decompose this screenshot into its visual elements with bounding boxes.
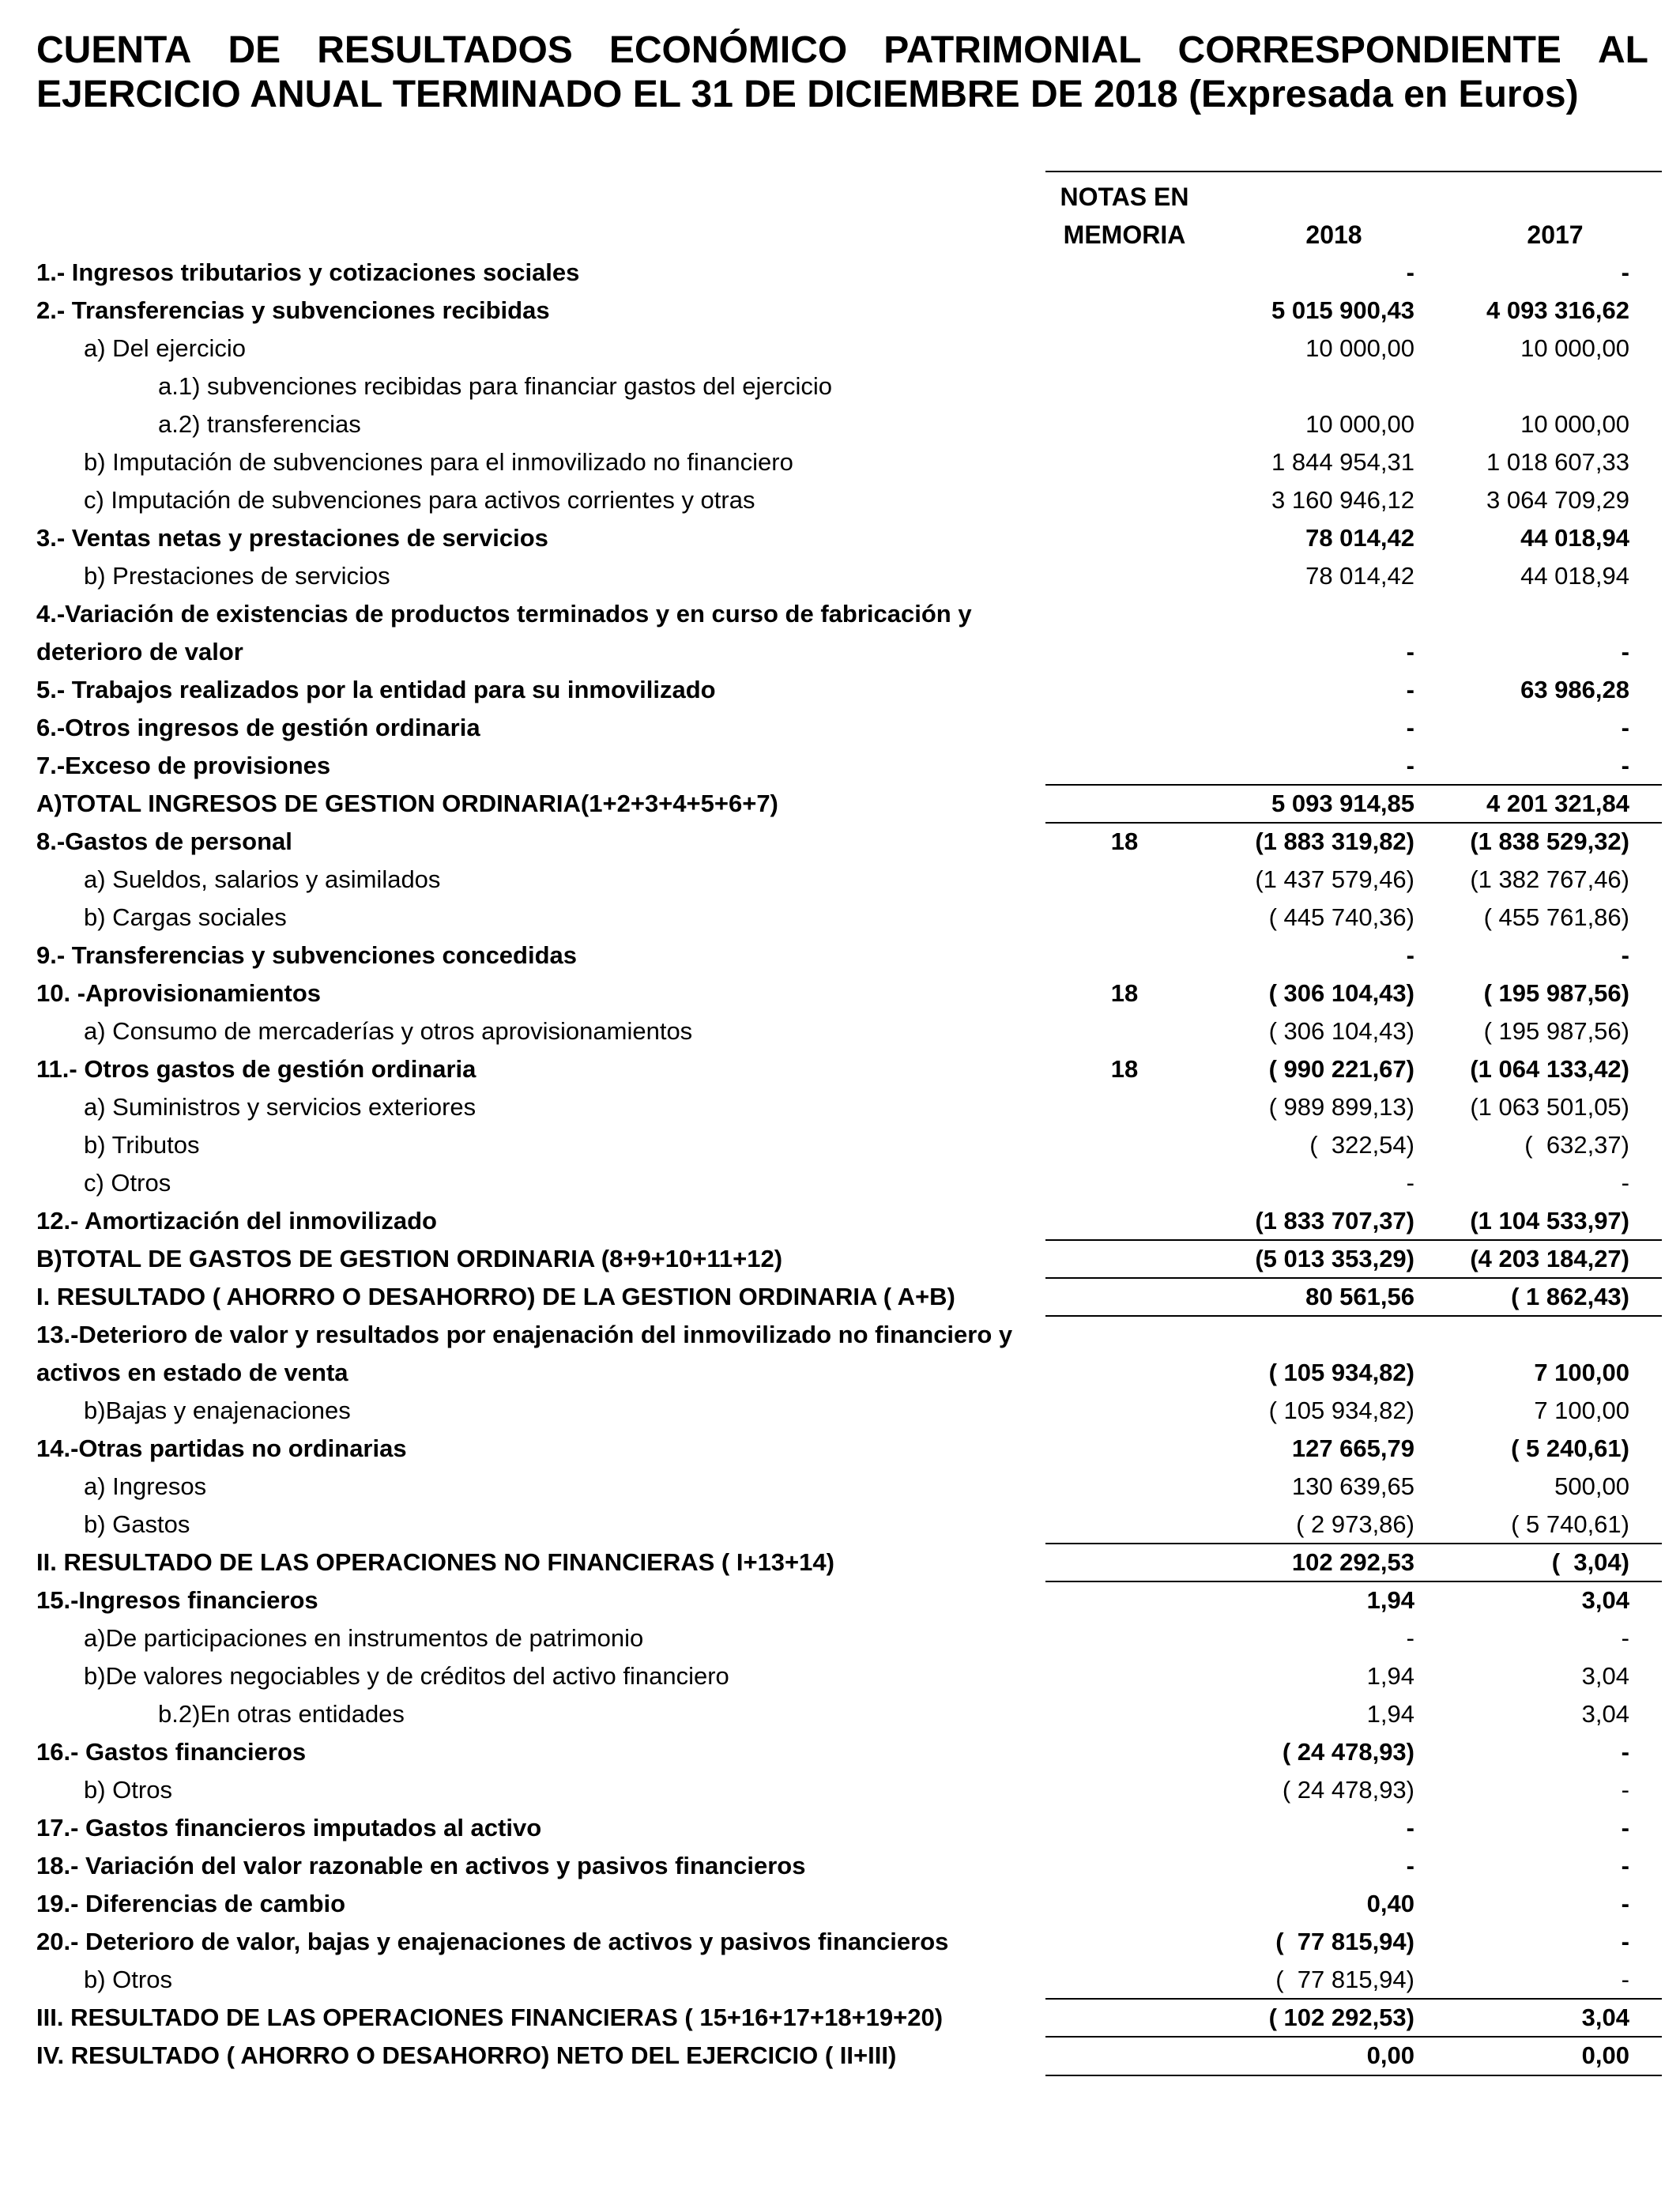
row-label: 14.-Otras partidas no ordinarias <box>36 1434 407 1462</box>
table-row <box>0 1012 1680 1050</box>
row-label: B)TOTAL DE GASTOS DE GESTION ORDINARIA (8+9+10+11+12) <box>36 1245 783 1272</box>
row-value-2017: 10 000,00 <box>1520 410 1629 438</box>
row-value-2017: (1 382 767,46) <box>1470 865 1629 893</box>
row-value-2018: 0,40 <box>1366 1890 1414 1917</box>
row-label: a.1) subvenciones recibidas para financiar gastos del ejercicio <box>158 372 832 400</box>
row-label: b) Tributos <box>84 1131 200 1159</box>
row-value-2018: 10 000,00 <box>1305 334 1414 362</box>
table-row <box>0 1695 1680 1733</box>
row-label: a) Del ejercicio <box>84 334 247 362</box>
row-value-2018: (1 883 319,82) <box>1255 827 1414 855</box>
notas-header <box>1045 178 1203 254</box>
row-value-2017: 44 018,94 <box>1520 524 1629 552</box>
row-nota: 18 <box>1110 979 1139 1007</box>
row-label: c) Imputación de subvenciones para activos corrientes y otras <box>84 486 755 514</box>
row-value-2018: ( 445 740,36) <box>1268 903 1414 931</box>
row-value-2018: - <box>1406 752 1414 779</box>
row-value-2017: - <box>1621 1814 1629 1842</box>
row-value-2018: - <box>1406 638 1414 665</box>
table-row <box>0 1202 1680 1240</box>
row-value-2018: 0,00 <box>1366 2041 1414 2069</box>
title-word: ECONÓMICO <box>608 29 848 71</box>
row-label: 16.- Gastos financieros <box>36 1738 307 1766</box>
row-label: III. RESULTADO DE LAS OPERACIONES FINANCIERAS ( 15+16+17+18+19+20) <box>36 2004 944 2031</box>
table-row <box>0 481 1680 519</box>
row-label: 15.-Ingresos financieros <box>36 1586 318 1614</box>
row-value-2018: ( 2 973,86) <box>1296 1510 1414 1538</box>
row-label: a)De participaciones en instrumentos de patrimonio <box>84 1624 644 1652</box>
header-top-rule <box>1045 171 1662 172</box>
row-value-2017: 4 201 321,84 <box>1486 790 1629 817</box>
row-value-2018: ( 24 478,93) <box>1282 1776 1414 1804</box>
table-row <box>0 1392 1680 1430</box>
row-value-2017: 3,04 <box>1581 1586 1629 1614</box>
row-value-2017: 7 100,00 <box>1534 1359 1629 1386</box>
row-nota: 18 <box>1110 827 1139 855</box>
row-label: a) Consumo de mercaderías y otros aprovisionamientos <box>84 1017 693 1045</box>
row-label: 11.- Otros gastos de gestión ordinaria <box>36 1055 477 1083</box>
table-row <box>0 1657 1680 1695</box>
row-label: b) Prestaciones de servicios <box>84 562 390 590</box>
row-label: A)TOTAL INGRESOS DE GESTION ORDINARIA(1+2+3+4+5+6+7) <box>36 790 778 817</box>
title-word: RESULTADOS <box>317 29 573 71</box>
row-label: b.2)En otras entidades <box>158 1700 405 1728</box>
row-label: b) Imputación de subvenciones para el inmovilizado no financiero <box>84 448 793 476</box>
row-label: b) Cargas sociales <box>84 903 287 931</box>
row-value-2017: 1 018 607,33 <box>1486 448 1629 476</box>
row-label: 3.- Ventas netas y prestaciones de servicios <box>36 524 548 552</box>
table-row <box>0 1468 1680 1506</box>
row-value-2017: (1 064 133,42) <box>1470 1055 1629 1083</box>
row-label: b)De valores negociables y de créditos del activo financiero <box>84 1662 729 1690</box>
row-value-2017: 3 064 709,29 <box>1486 486 1629 514</box>
title-word: AL <box>1597 29 1648 71</box>
row-value-2017: 0,00 <box>1581 2041 1629 2069</box>
table-row <box>0 1240 1680 1278</box>
row-value-2018: ( 306 104,43) <box>1268 1017 1414 1045</box>
row-value-2018: - <box>1406 1814 1414 1842</box>
row-label: 8.-Gastos de personal <box>36 827 292 855</box>
title-word: CUENTA <box>36 29 192 71</box>
table-row <box>0 1771 1680 1809</box>
row-label: a) Sueldos, salarios y asimilados <box>84 865 441 893</box>
table-row <box>0 1619 1680 1657</box>
row-value-2017: - <box>1621 1890 1629 1917</box>
row-value-2018: ( 990 221,67) <box>1268 1055 1414 1083</box>
row-label: 5.- Trabajos realizados por la entidad para su inmovilizado <box>36 676 716 703</box>
row-label: 6.-Otros ingresos de gestión ordinaria <box>36 714 480 741</box>
table-row <box>0 1506 1680 1544</box>
row-label: II. RESULTADO DE LAS OPERACIONES NO FINANCIERAS ( I+13+14) <box>36 1548 834 1576</box>
row-value-2018: 10 000,00 <box>1305 410 1414 438</box>
row-value-2018: (1 437 579,46) <box>1255 865 1414 893</box>
row-label: 2.- Transferencias y subvenciones recibidas <box>36 296 550 324</box>
table-row <box>0 1316 1680 1392</box>
title-line-2: EJERCICIO ANUAL TERMINADO EL 31 DE DICIEMBRE DE 2018 (Expresada en Euros) <box>36 74 1579 115</box>
row-value-2018: (5 013 353,29) <box>1255 1245 1414 1272</box>
row-label: 20.- Deterioro de valor, bajas y enajenaciones de activos y pasivos financieros <box>36 1928 949 1955</box>
row-label: 18.- Variación del valor razonable en activos y pasivos financieros <box>36 1852 806 1879</box>
table-row <box>0 330 1680 368</box>
row-label: IV. RESULTADO ( AHORRO O DESAHORRO) NETO DEL EJERCICIO ( II+III) <box>36 2041 897 2069</box>
row-value-2018: ( 77 815,94) <box>1275 1966 1414 1993</box>
table-row <box>0 937 1680 974</box>
row-value-2018: 80 561,56 <box>1305 1283 1414 1310</box>
row-value-2018: 130 639,65 <box>1291 1472 1414 1500</box>
row-value-2017: 7 100,00 <box>1534 1397 1629 1424</box>
row-value-2017: - <box>1621 941 1629 969</box>
row-value-2017: ( 5 240,61) <box>1511 1434 1629 1462</box>
row-value-2018: ( 306 104,43) <box>1268 979 1414 1007</box>
row-value-2017: ( 455 761,86) <box>1483 903 1629 931</box>
table-row <box>0 1088 1680 1126</box>
row-value-2018: 1,94 <box>1366 1700 1414 1728</box>
row-value-2017: - <box>1621 258 1629 286</box>
row-value-2018: - <box>1406 941 1414 969</box>
row-value-2017: (4 203 184,27) <box>1470 1245 1629 1272</box>
row-label: a.2) transferencias <box>158 410 361 438</box>
row-label: 4.-Variación de existencias de productos terminados y en curso de fabricación y deterioro de valor <box>36 600 972 665</box>
row-value-2017: 3,04 <box>1581 2004 1629 2031</box>
row-value-2018: - <box>1406 258 1414 286</box>
column-header <box>1045 178 1662 254</box>
row-value-2017: 3,04 <box>1581 1700 1629 1728</box>
row-value-2018: 1,94 <box>1366 1662 1414 1690</box>
table-row <box>0 1126 1680 1164</box>
row-value-2018: 1 844 954,31 <box>1271 448 1414 476</box>
table-row <box>0 2037 1680 2075</box>
title-word: DE <box>228 29 281 71</box>
row-value-2017: - <box>1621 1852 1629 1879</box>
row-value-2018: 3 160 946,12 <box>1271 486 1414 514</box>
row-value-2017: (1 104 533,97) <box>1470 1207 1629 1235</box>
row-value-2018: 78 014,42 <box>1305 524 1414 552</box>
row-value-2018: ( 105 934,82) <box>1268 1359 1414 1386</box>
row-label: 13.-Deterioro de valor y resultados por enajenación del inmovilizado no financiero y activos en estado de venta <box>36 1321 1013 1386</box>
row-value-2018: 1,94 <box>1366 1586 1414 1614</box>
table-row <box>0 1278 1680 1316</box>
row-label: c) Otros <box>84 1169 171 1197</box>
notas-header-line1: NOTAS EN <box>1060 183 1189 211</box>
table-row <box>0 1923 1680 1961</box>
row-nota: 18 <box>1110 1055 1139 1083</box>
row-value-2017: ( 195 987,56) <box>1483 979 1629 1007</box>
row-value-2017: - <box>1621 1738 1629 1766</box>
title-word: CORRESPONDIENTE <box>1177 29 1561 71</box>
statement-title <box>36 28 1648 117</box>
row-value-2018: ( 24 478,93) <box>1282 1738 1414 1766</box>
row-value-2018: 127 665,79 <box>1291 1434 1414 1462</box>
row-value-2018: ( 77 815,94) <box>1275 1928 1414 1955</box>
row-value-2018: 5 093 914,85 <box>1271 790 1414 817</box>
table-row <box>0 1733 1680 1771</box>
row-value-2017: - <box>1621 1928 1629 1955</box>
row-value-2017: 63 986,28 <box>1520 676 1629 703</box>
row-label: I. RESULTADO ( AHORRO O DESAHORRO) DE LA GESTION ORDINARIA ( A+B) <box>36 1283 955 1310</box>
table-row <box>0 823 1680 861</box>
row-value-2018: ( 322,54) <box>1309 1131 1414 1159</box>
table-row <box>0 254 1680 292</box>
table-bottom-rule <box>1045 2075 1662 2076</box>
table-row <box>0 292 1680 330</box>
row-value-2018: 102 292,53 <box>1291 1548 1414 1576</box>
table-row <box>0 405 1680 443</box>
year-2018-header: 2018 <box>1305 221 1362 249</box>
row-value-2018: - <box>1406 714 1414 741</box>
row-label: a) Suministros y servicios exteriores <box>84 1093 477 1121</box>
table-row <box>0 1581 1680 1619</box>
table-row <box>0 557 1680 595</box>
table-row <box>0 671 1680 709</box>
notas-header-line2: MEMORIA <box>1063 221 1186 249</box>
title-line-1 <box>36 28 1648 73</box>
row-value-2017: (1 838 529,32) <box>1470 827 1629 855</box>
table-row <box>0 1847 1680 1885</box>
row-value-2017: ( 5 740,61) <box>1511 1510 1629 1538</box>
row-value-2018: - <box>1406 1624 1414 1652</box>
row-value-2017: - <box>1621 1169 1629 1197</box>
row-value-2017: 10 000,00 <box>1520 334 1629 362</box>
row-label: 12.- Amortización del inmovilizado <box>36 1207 437 1235</box>
row-value-2018: - <box>1406 676 1414 703</box>
row-value-2017: (1 063 501,05) <box>1470 1093 1629 1121</box>
table-row <box>0 747 1680 785</box>
row-value-2017: ( 195 987,56) <box>1483 1017 1629 1045</box>
row-value-2018: ( 105 934,82) <box>1268 1397 1414 1424</box>
title-word: PATRIMONIAL <box>883 29 1142 71</box>
row-value-2017: - <box>1621 638 1629 665</box>
table-row <box>0 1999 1680 2037</box>
row-label: b) Otros <box>84 1776 172 1804</box>
row-label: 9.- Transferencias y subvenciones concedidas <box>36 941 578 969</box>
table-row <box>0 1544 1680 1581</box>
row-label: a) Ingresos <box>84 1472 207 1500</box>
row-label: 17.- Gastos financieros imputados al activo <box>36 1814 542 1842</box>
table-row <box>0 1809 1680 1847</box>
table-row <box>0 785 1680 823</box>
row-label: 1.- Ingresos tributarios y cotizaciones sociales <box>36 258 580 286</box>
table-row <box>0 368 1680 405</box>
row-value-2017: ( 632,37) <box>1524 1131 1629 1159</box>
row-value-2018: 78 014,42 <box>1305 562 1414 590</box>
row-value-2017: 4 093 316,62 <box>1486 296 1629 324</box>
table-row <box>0 595 1680 671</box>
row-value-2018: ( 102 292,53) <box>1268 2004 1414 2031</box>
row-label: b) Otros <box>84 1966 172 1993</box>
row-value-2018: 5 015 900,43 <box>1271 296 1414 324</box>
row-value-2018: (1 833 707,37) <box>1255 1207 1414 1235</box>
table-row <box>0 519 1680 557</box>
row-value-2017: 44 018,94 <box>1520 562 1629 590</box>
row-value-2017: - <box>1621 752 1629 779</box>
row-label: 10. -Aprovisionamientos <box>36 979 322 1007</box>
table-row <box>0 899 1680 937</box>
row-label: 19.- Diferencias de cambio <box>36 1890 346 1917</box>
row-value-2017: - <box>1621 1624 1629 1652</box>
results-table <box>0 254 1680 2076</box>
row-value-2017: ( 1 862,43) <box>1511 1283 1629 1310</box>
table-row <box>0 1430 1680 1468</box>
row-value-2017: 3,04 <box>1581 1662 1629 1690</box>
row-label: b) Gastos <box>84 1510 190 1538</box>
row-value-2017: - <box>1621 714 1629 741</box>
table-row <box>0 1164 1680 1202</box>
row-value-2018: ( 989 899,13) <box>1268 1093 1414 1121</box>
table-row <box>0 1885 1680 1923</box>
table-row <box>0 1961 1680 1999</box>
table-row <box>0 709 1680 747</box>
row-value-2018: - <box>1406 1169 1414 1197</box>
row-value-2017: - <box>1621 1966 1629 1993</box>
row-value-2018: - <box>1406 1852 1414 1879</box>
row-value-2017: - <box>1621 1776 1629 1804</box>
row-label: 7.-Exceso de provisiones <box>36 752 331 779</box>
year-2017-header: 2017 <box>1527 221 1584 249</box>
table-row <box>0 443 1680 481</box>
row-value-2017: ( 3,04) <box>1551 1548 1629 1576</box>
table-row <box>0 1050 1680 1088</box>
row-label: b)Bajas y enajenaciones <box>84 1397 351 1424</box>
table-row <box>0 861 1680 899</box>
table-row <box>0 974 1680 1012</box>
row-value-2017: 500,00 <box>1554 1472 1629 1500</box>
